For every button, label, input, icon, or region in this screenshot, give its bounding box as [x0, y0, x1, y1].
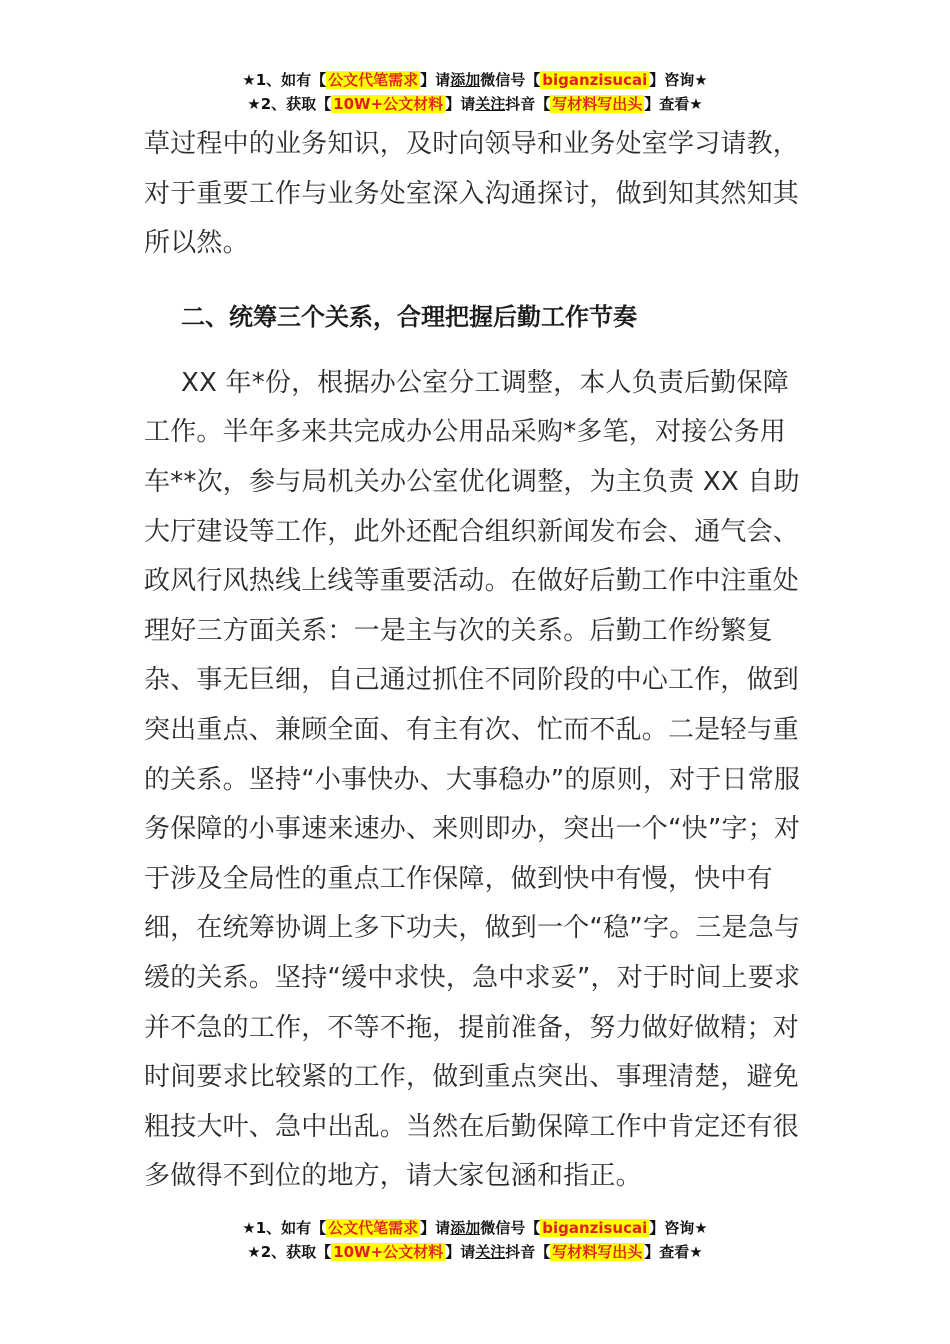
promo-line-2: [0, 1240, 950, 1264]
document-body: [144, 120, 810, 1202]
promo-text: ★1、如有【: [242, 1219, 327, 1237]
promo-text: 】咨询★: [649, 71, 708, 89]
top-promo-banner: [0, 68, 950, 116]
promo-text: 微信号【: [480, 1219, 541, 1237]
promo-text: 抖音【: [505, 95, 551, 113]
promo-text: 】请: [445, 95, 476, 113]
promo-highlight: 公文代笔需求: [328, 1219, 419, 1237]
promo-highlight: 10W+公文材料: [333, 95, 444, 113]
promo-highlight: 10W+公文材料: [333, 1243, 444, 1261]
promo-text: 】请: [420, 1219, 451, 1237]
promo-text: ★2、获取【: [247, 1243, 332, 1261]
promo-underlined: 关注: [475, 1243, 506, 1261]
promo-text: ★2、获取【: [247, 95, 332, 113]
promo-highlight: biganzisucai: [542, 71, 648, 89]
section-heading: 二、统筹三个关系，合理把握后勤工作节奏: [181, 302, 637, 331]
promo-highlight: biganzisucai: [542, 1219, 648, 1237]
promo-highlight: 写材料写出头: [552, 95, 643, 113]
promo-line-2: [0, 92, 950, 116]
promo-line-1: [0, 1216, 950, 1240]
promo-text: 】请: [445, 1243, 476, 1261]
promo-text: 】查看★: [644, 1243, 703, 1261]
promo-highlight: 公文代笔需求: [328, 71, 419, 89]
promo-line-1: [0, 68, 950, 92]
promo-text: 】咨询★: [649, 1219, 708, 1237]
promo-text: 抖音【: [505, 1243, 551, 1261]
promo-text: 】查看★: [644, 95, 703, 113]
promo-highlight: 写材料写出头: [552, 1243, 643, 1261]
continuation-paragraph: 草过程中的业务知识，及时向领导和业务处室学习请教，对于重要工作与业务处室深入沟通探讨，做到知其然知其所以然。: [144, 129, 800, 259]
promo-text: 】请: [420, 71, 451, 89]
promo-underlined: 添加: [450, 1219, 481, 1237]
promo-text: 微信号【: [480, 71, 541, 89]
promo-text: ★1、如有【: [242, 71, 327, 89]
bottom-promo-banner: [0, 1216, 950, 1264]
promo-underlined: 关注: [475, 95, 506, 113]
promo-underlined: 添加: [450, 71, 481, 89]
body-paragraph: XX 年*份，根据办公室分工调整，本人负责后勤保障工作。半年多来共完成办公用品采购*多笔，对接公务用车**次，参与局机关办公室优化调整，为主负责 XX 自助大厅建设等工作，此外还配合组织新闻发布会、通气会、政风行风热线上线等重要活动。在做好后勤工作中注重处理好三方面关系：一是主与次的关系。后勤工作纷繁复杂、事无巨细，自己通过抓住不同阶段的中心工作，做到突出重点、兼顾全面、有主有次、忙而不乱。二是轻与重的关系。坚持“小事快办、大事稳办”的原则，对于日常服务保障的小事速来速办、来则即办，突出一个“快”字；对于涉及全局性的重点工作保障，做到快中有慢，快中有细，在统筹协调上多下功夫，做到一个“稳”字。三是急与缓的关系。坚持“缓中求快，急中求妥”，对于时间上要求并不急的工作，不等不拖，提前准备，努力做好做精；对时间要求比较紧的工作，做到重点突出、事理清楚，避免粗技大叶、急中出乱。当然在后勤保障工作中肯定还有很多做得不到位的地方，请大家包涵和指正。: [144, 367, 801, 1192]
